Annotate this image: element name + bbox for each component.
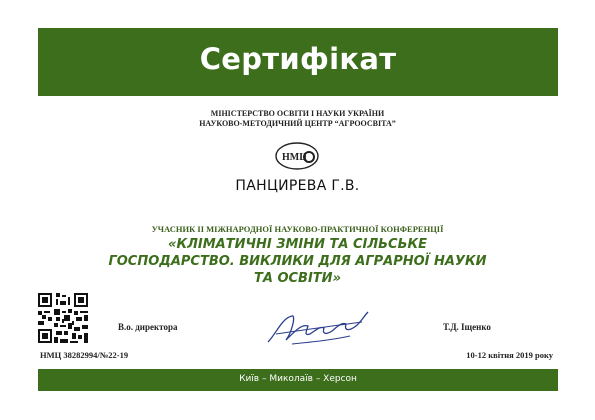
conference-title-line: «КЛІМАТИЧНІ ЗМІНИ ТА СІЛЬСЬКЕ [168,237,427,252]
conference-title [80,236,515,287]
recipient-name: ПАНЦИРЕВА Г.В. [235,178,360,194]
conference-title-line: ГОСПОДАРСТВО. ВИКЛИКИ ДЛЯ АГРАРНОЇ НАУКИ [108,254,487,269]
qr-code [38,293,88,343]
header-band [38,28,558,96]
ministry-name: МІНІСТЕРСТВО ОСВІТИ І НАУКИ УКРАЇНИ [210,109,385,118]
event-date: 10-12 квітня 2019 року [466,350,553,360]
issuer-block [0,109,595,129]
director-signature [262,304,372,350]
center-name: НАУКОВО-МЕТОДИЧНИЙ ЦЕНТР “АГРООСВІТА” [199,119,396,128]
director-name: Т.Д. Іщенко [443,322,491,332]
event-cities: Київ – Миколаїв – Херсон [239,374,357,384]
footer-band [38,369,558,391]
nmc-logo [274,141,320,171]
registration-number: НМЦ 38282994/№22-19 [40,350,129,360]
conference-title-line: ТА ОСВІТИ» [254,271,341,286]
certificate-title: Сертифікат [199,42,397,76]
logo-text: НМЦ [282,152,307,163]
director-position: В.о. директора [118,322,178,332]
participant-label: УЧАСНИК ІІ МІЖНАРОДНОЇ НАУКОВО-ПРАКТИЧНОЇ КОНФЕРЕНЦІЇ [151,224,444,234]
